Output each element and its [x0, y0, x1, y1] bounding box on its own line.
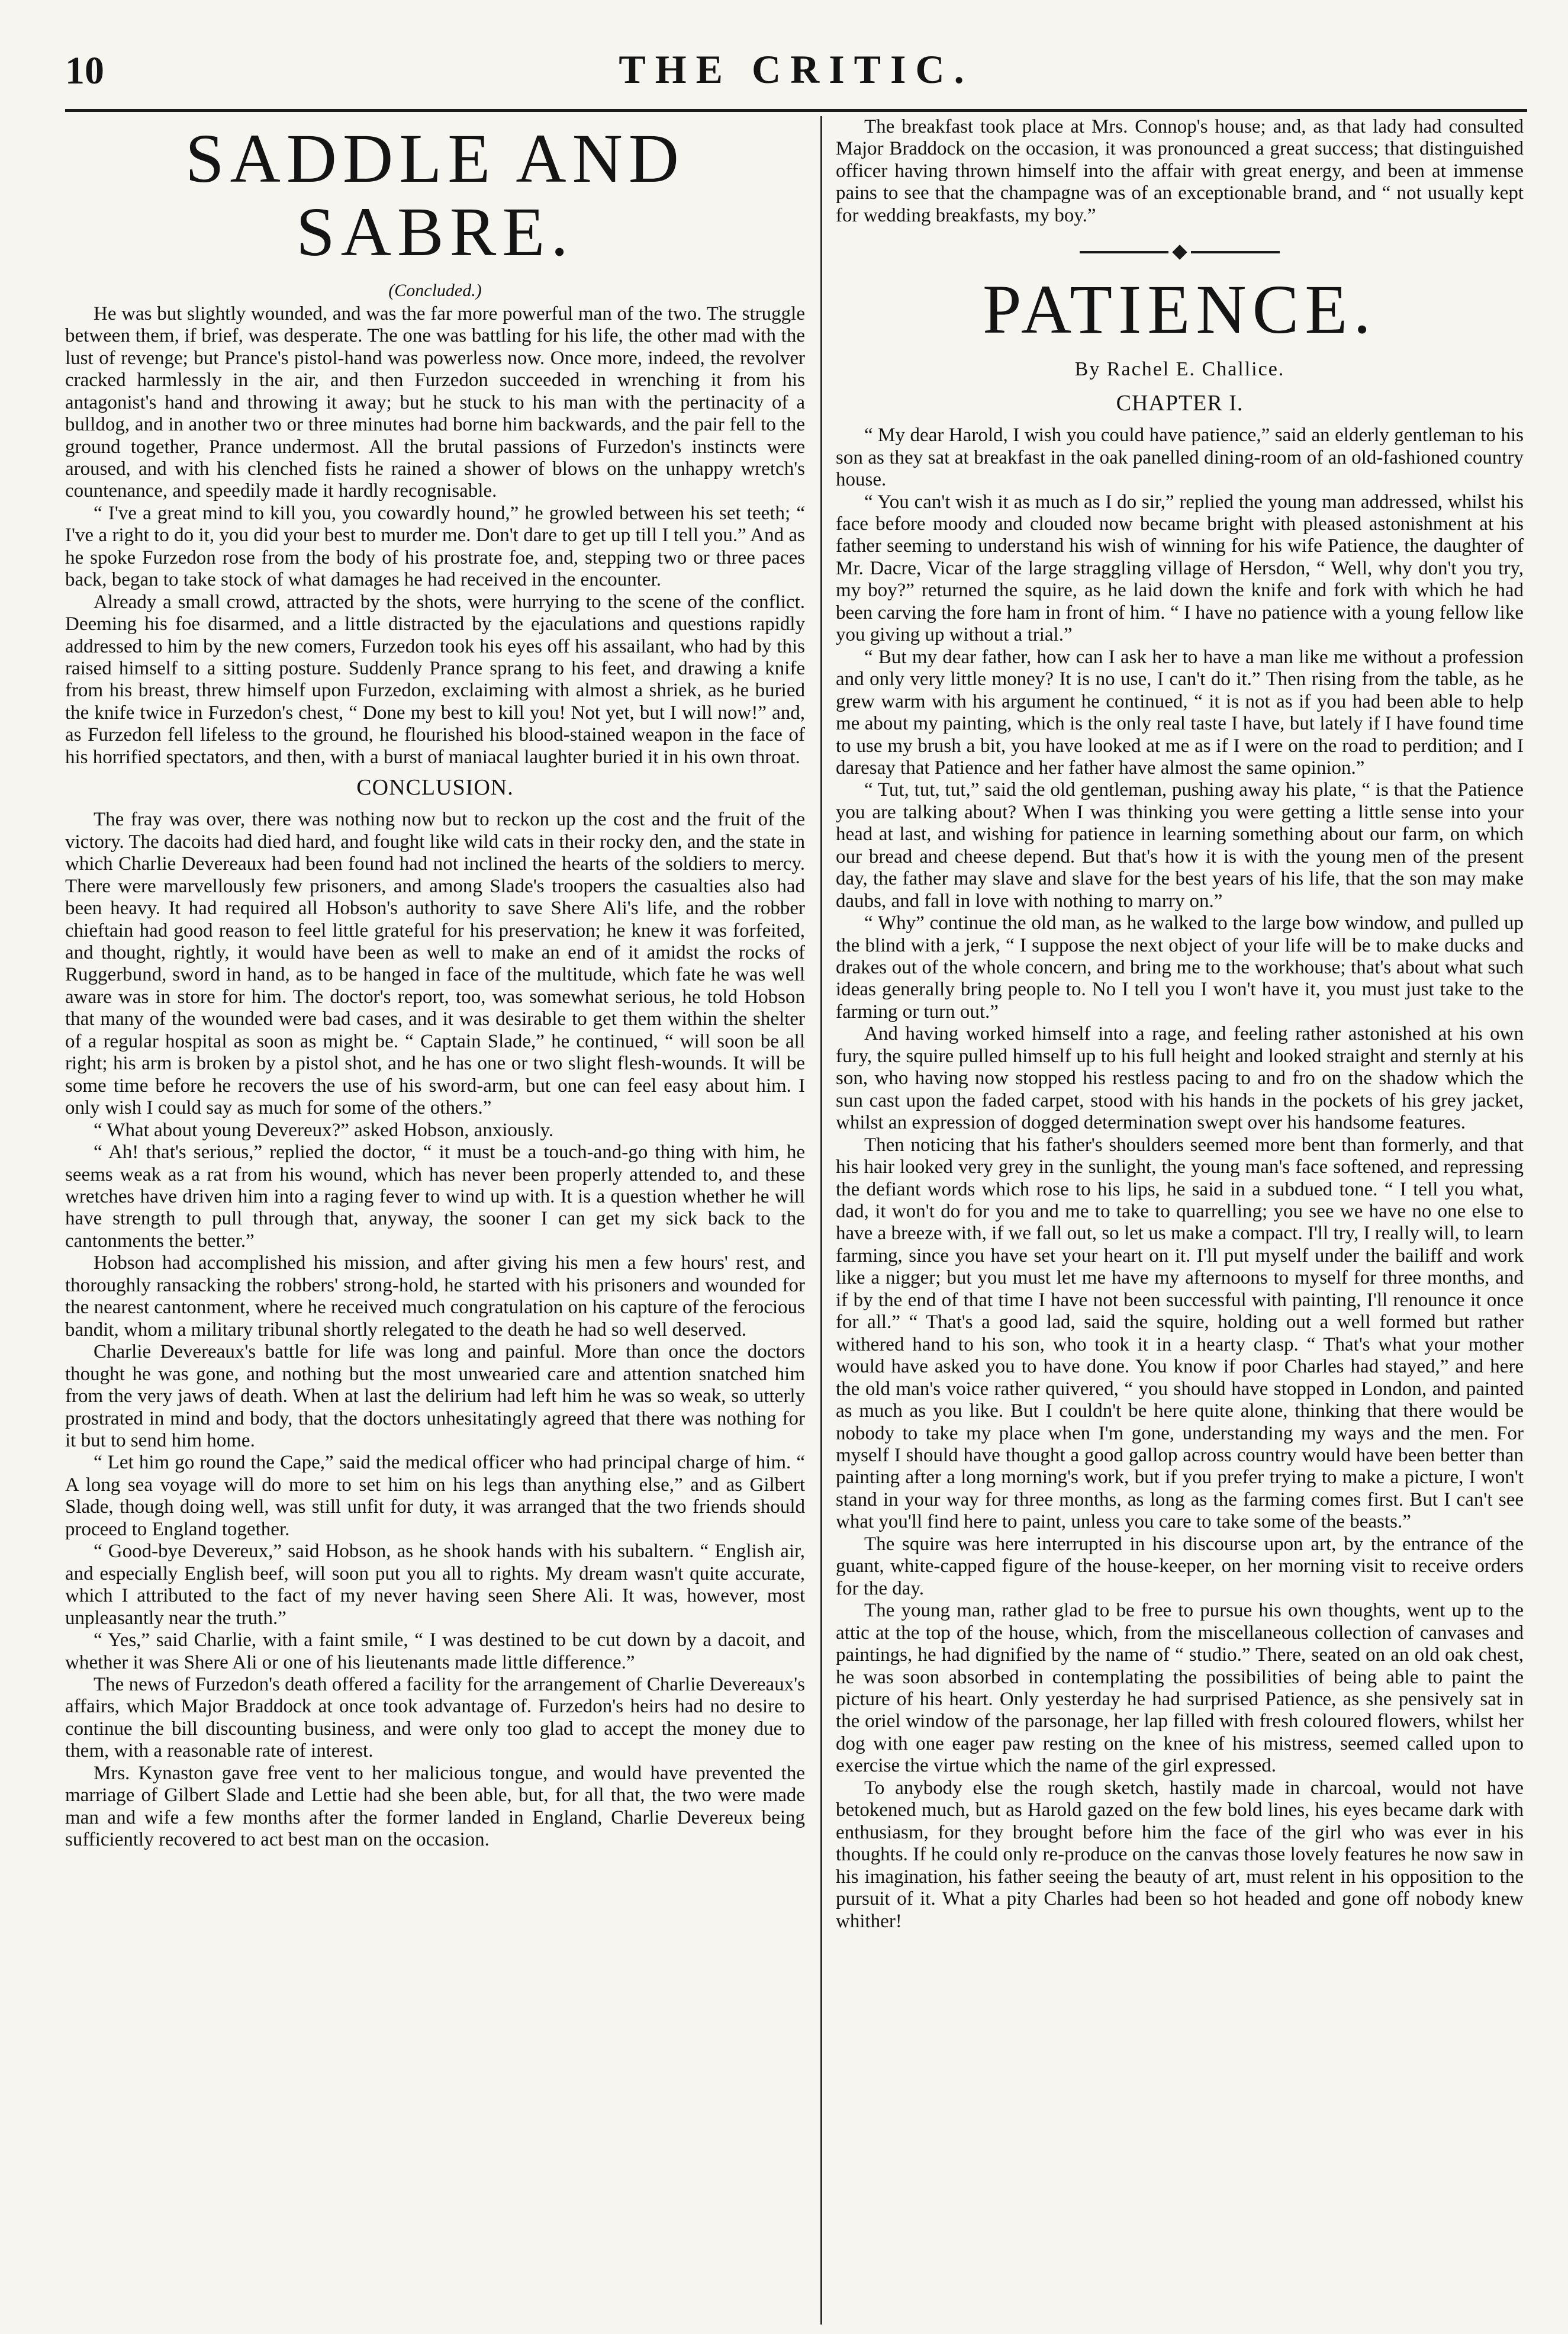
paragraph: “ Tut, tut, tut,” said the old gentleman, pushing away his plate, “ is that the Patience you are talking about? When I was thinking you were getting a little sense into your head at last, and wishing for patience in learning something about our farm, on which our bread and cheese depend. But that's how it is with the young men of the present day, the father may slave and slave for the best years of his life, that the son may make daubs, and fall in love with nothing to marry on.” [836, 779, 1524, 912]
paragraph: The fray was over, there was nothing now but to reckon up the cost and the fruit of the victory. The dacoits had died hard, and fought like wild cats in their rocky den, and the state in which Charlie Devereaux had been found had not inclined the hearts of the soldiers to mercy. There were marvellously few prisoners, and among Slade's troopers the casualties also had been heavy. It had required all Hobson's authority to save Shere Ali's life, and the robber chieftain had good reason to feel little grateful for his preservation; he knew it was forfeited, and thought, rightly, it would have been as well to make an end of it amidst the rocks of Ruggerbund, sword in hand, as to be hanged in face of the multitude, which fate he was well aware was in store for him. The doctor's report, too, was somewhat serious, he told Hobson that many of the wounded were bad cases, and it was desirable to get them within the shelter of a regular hospital as soon as might be. “ Captain Slade,” he continued, “ will soon be all right; his arm is broken by a pistol shot, and he has one or two slight flesh-wounds. It will be some time before he recovers the use of his sword-arm, but one can feel easy about him. I only wish I could say as much for some of the others.” [65, 809, 805, 1119]
paragraph: Then noticing that his father's shoulders seemed more bent than formerly, and that his hair looked very grey in the sunlight, the young man's face softened, and repressing the defiant words which rose to his lips, he said in a subdued tone. “ I tell you what, dad, it won't do for you and me to take to quarrelling; you see we have no one else to have a breeze with, if we fall out, so let us make a compact. I'll try, I really will, to learn farming, since you have set your heart on it. I'll put myself under the bailiff and work like a nigger; but you must let me have my afternoons to myself for three months, and if by the end of that time I have not been successful with painting, I'll renounce it once for all.” “ That's a good lad, said the squire, holding out a well formed but rather withered hand to his son, who took it in a hearty clasp. “ That's what your mother would have asked you to have done. You know if poor Charles had stayed,” and here the old man's voice rather quivered, “ you should have stopped in London, and painted as much as you like. But I couldn't be here quite alone, thinking that there would be nobody to take my place when I'm gone, understanding my ways and the men. For myself I should have thought a good gallop across country would have been better than painting after a long morning's work, but if you prefer trying to make a picture, I won't stand in your way for three months, as long as the farming comes first. But I can't see what you'll find here to paint, unless you care to take some of the beasts.” [836, 1134, 1524, 1533]
header-rule [65, 109, 1527, 112]
paragraph: “ Yes,” said Charlie, with a faint smile, “ I was destined to be cut down by a dacoit, and whether it was Shere Ali or one of his lieutenants made little difference.” [65, 1629, 805, 1673]
paragraph: The squire was here interrupted in his discourse upon art, by the entrance of the guant, white-capped figure of the house-keeper, on her morning visit to receive orders for the day. [836, 1533, 1524, 1599]
paragraph: “ But my dear father, how can I ask her to have a man like me without a profession and only very little money? It is no use, I can't do it.” Then rising from the table, as he grew warm with his argument he continued, “ it is not as if you had been able to help me about my painting, which is the only real taste I have, but lately if I have found time to use my brush a bit, you have looked at me as if I were on the road to perdition; and I daresay that Patience and her father have almost the same opinion.” [836, 646, 1524, 779]
continuation-paragraph: The breakfast took place at Mrs. Connop's house; and, as that lady had consulted Major Braddock on the occasion, it was pronounced a great success; that distinguished officer having thrown himself into the affair with great energy, and been at immense pains to see that the champagne was of an exceptionable brand, and “ not usually kept for wedding breakfasts, my boy.” [836, 116, 1524, 226]
ornament-line-right [1191, 251, 1280, 253]
paragraph: “ Let him go round the Cape,” said the medical officer who had principal charge of him. “ A long sea voyage will do more to set him on his legs than anything else,” and as Gilbert Slade, though doing well, was still unfit for duty, it was arranged that the two friends should proceed to England together. [65, 1452, 805, 1540]
right-column [836, 116, 1524, 2325]
paragraph: “ Why” continue the old man, as he walked to the large bow window, and pulled up the blind with a jerk, “ I suppose the next object of your life will be to make ducks and drakes out of the whole concern, and bring me to the workhouse; that's about what such ideas generally bring people to. No I tell you I won't have it, you must just take to the farming or turn out.” [836, 912, 1524, 1023]
column-divider [820, 116, 822, 2325]
section-ornament [836, 247, 1524, 258]
paragraph: “ I've a great mind to kill you, you cowardly hound,” he growled between his set teeth; “ I've a right to do it, you did your best to murder me. Don't dare to get up till I tell you.” And as he spoke Furzedon rose from the body of his prostrate foe, and, stepping two or three paces back, began to take stock of what damages he had received in the encounter. [65, 502, 805, 591]
paragraph: Already a small crowd, attracted by the shots, were hurrying to the scene of the conflict. Deeming his foe disarmed, and a little distracted by the ejaculations and questions rapidly addressed to him by the new comers, Furzedon took his eyes off his assailant, who had by this raised himself to a sitting posture. Suddenly Prance sprang to his feet, and drawing a knife from his breast, threw himself upon Furzedon, exclaiming with almost a shriek, as he buried the knife twice in Furzedon's chest, “ Done my best to kill you! Not yet, but I will now!” and, as Furzedon fell lifeless to the ground, he flourished his blood-stained weapon in the face of his horrified spectators, and then, with a burst of maniacal laughter buried it in his own throat. [65, 591, 805, 768]
story-subtitle: (Concluded.) [388, 280, 482, 300]
paragraph: Hobson had accomplished his mission, and after giving his men a few hours' rest, and thoroughly ransacking the robbers' strong-hold, he started with his prisoners and wounded for the nearest cantonment, where he received much congratulation on his capture of the ferocious bandit, whom a military tribunal shortly relegated to the death he had so well deserved. [65, 1252, 805, 1340]
ornament-diamond [1172, 245, 1187, 260]
paragraph: “ My dear Harold, I wish you could have patience,” said an elderly gentleman to his son as they sat at breakfast in the oak panelled dining-room of an old-fashioned country house. [836, 425, 1524, 491]
paragraph: “ Good-bye Devereux,” said Hobson, as he shook hands with his subaltern. “ English air, and especially English beef, will soon put you all to rights. My dream wasn't quite accurate, which I attributed to the fact of my never having seen Shere Ali. It was, however, most unpleasantly near the truth.” [65, 1541, 805, 1629]
paragraph: He was but slightly wounded, and was the far more powerful man of the two. The struggle between them, if brief, was desperate. The one was battling for his life, the other mad with the lust of revenge; but Prance's pistol-hand was powerless now. Once more, indeed, the revolver cracked harmlessly in the air, and then Furzedon succeeded in wrenching it from his antagonist's hand and throwing it away; but he stuck to his man with the pertinacity of a bulldog, and in another two or three minutes had borne him backwards, and the pair fell to the ground together, Prance undermost. All the brutal passions of Furzedon's instincts were aroused, and with his clenched fists he rained a shower of blows on the unhappy wretch's countenance, and speedily made it hardly recognisable. [65, 303, 805, 502]
paragraph: To anybody else the rough sketch, hastily made in charcoal, would not have betokened much, but as Harold gazed on the few bold lines, his eyes became dark with enthusiasm, for they brought before him the face of the girl who was ever in his thoughts. If he could only re-produce on the canvas those lovely features he now saw in his imagination, his father seeing the beauty of art, must relent in his opposition to the pursuit of it. What a pity Charles had been so hot headed and gone off nobody knew whither! [836, 1777, 1524, 1932]
paragraph: “ You can't wish it as much as I do sir,” replied the young man addressed, whilst his face before moody and clouded now became bright with pleased astonishment at his father seeming to understand his wish of winning for his wife Patience, the daughter of Mr. Dacre, Vicar of the large straggling village of Hersdon, “ Well, why don't you try, my boy?” returned the squire, as he laid down the knife and fork with which he had been carving the fore ham in front of him. “ I have no patience with a young fellow like you giving up without a trial.” [836, 491, 1524, 646]
page-number: 10 [65, 49, 104, 92]
conclusion-heading: CONCLUSION. [356, 775, 514, 800]
byline: By Rachel E. Challice. [1074, 358, 1285, 381]
story-title-saddle-and-sabre: SADDLE AND SABRE. [185, 120, 685, 271]
paragraph: “ Ah! that's serious,” replied the doctor, “ it must be a touch-and-go thing with him, he seems weak as a rat from his wound, which has never been properly attended to, and these wretches have driven him into a raging fever to wind up with. It is a question whether he will have strength to pull through that, anyway, the sooner I can get my sick back to the cantonments the better.” [65, 1142, 805, 1252]
paragraph: The news of Furzedon's death offered a facility for the arrangement of Charlie Devereaux's affairs, which Major Braddock at once took advantage of. Furzedon's heirs had no desire to continue the bill discounting business, and were only too glad to accept the money due to them, with a reasonable rate of interest. [65, 1673, 805, 1762]
paragraph: Charlie Devereaux's battle for life was long and painful. More than once the doctors thought he was gone, and nothing but the most unwearied care and attention snatched him from the very jaws of death. When at last the delirium had left him he was so weak, so utterly prostrated in mind and body, that the doctors unhesitatingly agreed that there was nothing for it but to send him home. [65, 1341, 805, 1451]
left-paragraphs-a [65, 303, 805, 769]
ornament-line-left [1080, 251, 1168, 253]
paragraph: The young man, rather glad to be free to pursue his own thoughts, went up to the attic at the top of the house, which, from the miscellaneous collection of canvases and paintings, he had dignified by the name of “ studio.” There, seated on an old oak chest, he was soon absorbed in contemplating the possibilities of being able to paint the picture of his heart. Only yesterday he had surprised Patience, as she pensively sat in the oriel window of the parsonage, her lap filled with fresh coloured flowers, whilst her dog with one eager paw resting on the knee of his mistress, seemed called upon to exercise the virtue which the name of the girl expressed. [836, 1600, 1524, 1777]
page-header [65, 46, 1527, 99]
paragraph: And having worked himself into a rage, and feeling rather astonished at his own fury, the squire pulled himself up to his full height and looked straight and sternly at his son, who having now stopped his restless pacing to and fro on the shadow which the sun cast upon the faded carpet, stood with his hands in the pockets of his grey jacket, whilst an expression of dogged determination swept over his handsome features. [836, 1023, 1524, 1134]
left-column [65, 116, 805, 2325]
left-paragraphs-b [65, 809, 805, 1851]
paragraph: “ What about young Devereux?” asked Hobson, anxiously. [94, 1119, 554, 1141]
story-title-patience: PATIENCE. [983, 271, 1377, 349]
chapter-heading: CHAPTER I. [1116, 391, 1244, 416]
paragraph: Mrs. Kynaston gave free vent to her malicious tongue, and would have prevented the marriage of Gilbert Slade and Lettie had she been able, but, for all that, the two were made man and wife a few months after the former landed in England, Charlie Devereux being sufficiently recovered to act best man on the occasion. [65, 1762, 805, 1851]
publication-title: THE CRITIC. [619, 47, 974, 92]
right-paragraphs [836, 425, 1524, 1933]
